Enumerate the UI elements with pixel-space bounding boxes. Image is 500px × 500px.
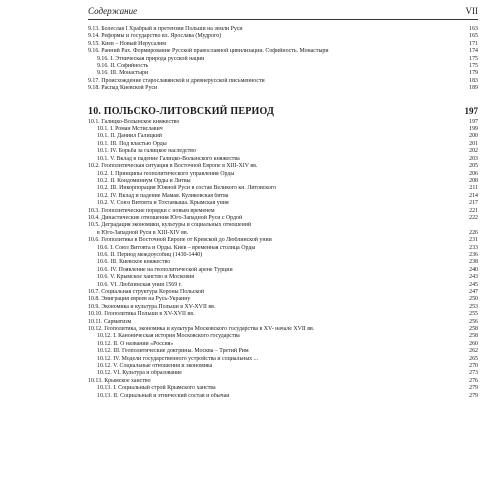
chapter-heading	[88, 106, 478, 117]
toc-entry-page: 175	[469, 55, 478, 62]
toc-entry-title: 10.13. I. Социальный строй Крымского ханства	[97, 385, 216, 392]
toc-entry-title: 10.12. II. О названии «Россия»	[97, 340, 174, 347]
toc-entry-page: 243	[469, 274, 478, 281]
toc-entry	[88, 282, 478, 289]
toc-entry-title: 9.16. I. Этническая природа русской нации	[97, 55, 205, 62]
toc-entry-title: 9.14. Реформы и государство вл. Ярослава (Мудрого)	[88, 33, 222, 40]
toc-entry-title: 10.13. Крымское ханство	[88, 377, 151, 384]
toc-entry-page: 226	[469, 229, 478, 236]
toc-entry	[88, 56, 478, 63]
toc-entry-page: 174	[469, 48, 478, 55]
toc-entry-page: 256	[469, 318, 478, 325]
toc-entry-title: 10.8. Эмиграция евреев на Русь-Украину	[88, 296, 191, 303]
toc-entry	[88, 326, 478, 333]
toc-entry-title: 10.6. V. Крымское ханство и Московия	[97, 274, 194, 281]
toc-entry-title: 10.9. Экономика и культура Польши в XV-XVII вв.	[88, 303, 216, 310]
toc-entry-title: 10.4. Династические отношения Юго-Западной Руси с Ордой	[88, 214, 243, 221]
toc-entry-page: 197	[469, 118, 478, 125]
toc-entry-page: 202	[469, 148, 478, 155]
toc-entry	[88, 26, 478, 33]
toc-entry-title: 9.16. III. Монастыри	[97, 70, 149, 77]
running-head-title: Содержание	[88, 6, 138, 16]
toc-entry-page: 247	[469, 289, 478, 295]
toc-entry	[88, 141, 478, 148]
toc-entry-title: 10.2. V. Союз Витовта и Тохтамыша. Крымская уния	[97, 200, 229, 207]
toc-entry-page: 189	[469, 85, 478, 92]
toc-entry-page: 222	[469, 214, 478, 221]
chapter-title: 10. ПОЛЬСКО-ЛИТОВСКИЙ ПЕРИОД	[88, 105, 275, 117]
toc-entry-page: 240	[469, 266, 478, 273]
toc-entry-page: 262	[469, 348, 478, 355]
toc-entry	[88, 200, 478, 207]
toc-entry-page: 214	[469, 192, 478, 199]
toc-entry-page: 175	[469, 63, 478, 70]
toc-entry-page: 165	[469, 33, 478, 40]
toc-list-top	[88, 26, 478, 93]
toc-entry-title: 10.12. VI. Культура и образование	[97, 370, 182, 377]
toc-entry	[88, 311, 478, 318]
toc-entry-page: 279	[469, 385, 478, 392]
toc-entry-page: 208	[469, 177, 478, 184]
toc-entry	[88, 296, 478, 303]
toc-entry-title: 10.12. V. Социальные отношения и экономика	[97, 363, 213, 370]
toc-entry-page: 273	[469, 370, 478, 377]
toc-entry-page: 211	[469, 185, 478, 192]
toc-entry-title: 10.1. IV. Борьба за галицкое наследство	[97, 148, 196, 155]
toc-entry-title: 10.6. III. Киевское княжество	[97, 259, 171, 266]
toc-entry	[88, 252, 478, 259]
toc-entry-title: 10.2. II. Кондоминиум Орды и Литвы	[97, 177, 191, 184]
toc-entry-title: 10.11. Сарматизм	[88, 318, 132, 325]
toc-entry-page: 199	[469, 126, 478, 133]
toc-entry	[88, 171, 478, 178]
toc-entry	[88, 245, 478, 252]
toc-entry-title: 10.6. VI. Люблинская уния 1569 г.	[97, 281, 182, 288]
toc-entry-title: 10.6. I. Союз Витовта и Орды. Киев – временная столица Орды	[97, 244, 256, 251]
toc-entry	[88, 48, 478, 55]
toc-entry-title: 9.16. II. Софийность	[97, 63, 149, 70]
toc-entry-title: 9.13. Болеслав I Храбрый и претензии Польши на земли Руси	[88, 26, 243, 32]
toc-list-bottom	[88, 119, 478, 400]
toc-entry	[88, 341, 478, 348]
toc-entry	[88, 356, 478, 363]
toc-entry-page: 260	[469, 340, 478, 347]
toc-entry-title: 10.12. I. Каноническая история Московского государства	[97, 333, 240, 340]
toc-entry	[88, 33, 478, 40]
page-number: VII	[465, 6, 478, 16]
toc-entry	[88, 156, 478, 163]
toc-entry-title: 9.17. Происхождение старославянской и древнерусской письменности	[88, 77, 265, 84]
toc-entry-title: в Юго-Западной Руси в XIII-XIV вв.	[97, 229, 189, 236]
toc-entry	[88, 274, 478, 281]
toc-entry-page: 250	[469, 296, 478, 303]
toc-entry-title: 9.15. Киев – Новый Иерусалим	[88, 40, 167, 47]
toc-entry-page: 203	[469, 155, 478, 162]
toc-entry-title: 10.6. IV. Появление на геополитической арене Турции	[97, 266, 233, 273]
toc-entry-page: 270	[469, 363, 478, 370]
toc-entry-page: 258	[469, 326, 478, 333]
toc-entry-page: 217	[469, 200, 478, 207]
running-head	[88, 6, 478, 20]
toc-entry	[88, 222, 478, 229]
toc-entry-title: 10.1. Галицко-Волынское княжество	[88, 118, 180, 125]
toc-entry	[88, 70, 478, 77]
toc-entry	[88, 119, 478, 126]
toc-entry-title: 10.2. IV. Вклад и падение Мамая. Куликовская битва	[97, 192, 229, 199]
toc-entry-page: 171	[469, 40, 478, 47]
toc-entry	[88, 41, 478, 48]
toc-entry-page: 179	[469, 70, 478, 77]
toc-entry-title: 10.10. Геополитика Польши в XV-XVII вв.	[88, 311, 195, 318]
toc-entry	[88, 133, 478, 140]
toc-entry-title: 10.1. II. Даниил Галицкий	[97, 133, 162, 140]
toc-entry-page: 238	[469, 259, 478, 266]
toc-entry-title: 10.7. Социальная структура Короны Польской	[88, 289, 205, 295]
toc-entry-title: 10.12. III. Геополитические доктрины. Москва – Третий Рим	[97, 348, 249, 355]
toc-entry	[88, 363, 478, 370]
toc-entry-title: 10.12. Геополитика, экономика и культура Московского государства в XV- начале XVII вв.	[88, 326, 315, 333]
toc-entry-title: 10.1. III. Под властью Орды	[97, 140, 167, 147]
toc-entry-page: 236	[469, 251, 478, 258]
toc-entry-page: 258	[469, 333, 478, 340]
toc-entry-page: 231	[469, 237, 478, 244]
toc-entry-title: 9.16. Ранний Рах. Формирование Русской православной цивилизации. Софийность. Монастыри	[88, 48, 329, 55]
toc-entry	[88, 85, 478, 92]
toc-entry	[88, 289, 478, 296]
toc-entry	[88, 208, 478, 215]
toc-entry	[88, 385, 478, 392]
toc-entry-page: 265	[469, 355, 478, 362]
toc-entry	[88, 148, 478, 155]
toc-entry	[88, 370, 478, 377]
toc-entry-title: 10.5. Деградация экономики, культуры и социальных отношений	[88, 222, 252, 229]
toc-entry-title: 10.2. III. Инкорпорация Южной Руси в состав Великого кн. Литовского	[97, 185, 277, 192]
toc-entry	[88, 193, 478, 200]
toc-entry	[88, 259, 478, 266]
toc-entry-title: 10.1. V. Вклад в падение Галицко-Волынского княжества	[97, 155, 240, 162]
toc-entry	[88, 178, 478, 185]
toc-entry-page: 200	[469, 133, 478, 140]
toc-entry	[88, 78, 478, 85]
toc-entry	[88, 319, 478, 326]
toc-entry-title: 9.18. Распад Киевской Руси	[88, 85, 158, 92]
toc-entry-title: 10.2. Геополитическая ситуация в Восточной Европе в XIII-XIV вв.	[88, 163, 258, 170]
toc-entry-page: 221	[469, 207, 478, 214]
chapter-page: 197	[464, 105, 478, 116]
toc-entry	[88, 393, 478, 400]
toc-entry-page: 205	[469, 163, 478, 170]
toc-entry-page: 183	[469, 77, 478, 84]
toc-entry	[88, 163, 478, 170]
toc-entry	[88, 378, 478, 385]
toc-entry	[88, 230, 478, 237]
toc-entry-page: 245	[469, 281, 478, 288]
toc-entry-page: 279	[469, 392, 478, 399]
toc-entry-page: 201	[469, 140, 478, 147]
toc-entry-page: 206	[469, 170, 478, 177]
toc-entry-title: 10.12. IV. Модели государственного устройства и социальных ...	[97, 355, 259, 362]
toc-entry-title: 10.3. Геополитические порядки с новым временем	[88, 207, 215, 214]
toc-entry	[88, 333, 478, 340]
toc-entry-title: 10.13. II. Социальный и этнический состав и обычаи	[97, 392, 230, 399]
toc-entry-title: 10.1. I. Роман Мстиславич	[97, 126, 163, 133]
toc-entry	[88, 126, 478, 133]
toc-entry	[88, 304, 478, 311]
toc-entry	[88, 185, 478, 192]
toc-entry-page: 276	[469, 377, 478, 384]
toc-entry	[88, 63, 478, 70]
toc-entry-title: 10.6. Геополитика в Восточной Европе от Кревской до Люблинской унии	[88, 237, 272, 244]
toc-entry	[88, 215, 478, 222]
toc-entry-title: 10.6. II. Период междоусобиц (1430-1440)	[97, 251, 203, 258]
toc-entry-page: 253	[469, 303, 478, 310]
toc-entry	[88, 267, 478, 274]
toc-entry-title: 10.2. I. Принципы геополитического управления Орды	[97, 170, 235, 177]
toc-entry-page: 233	[469, 244, 478, 251]
toc-entry	[88, 348, 478, 355]
toc-entry	[88, 237, 478, 244]
toc-entry-page: 163	[469, 26, 478, 32]
toc-entry-page: 255	[469, 311, 478, 318]
